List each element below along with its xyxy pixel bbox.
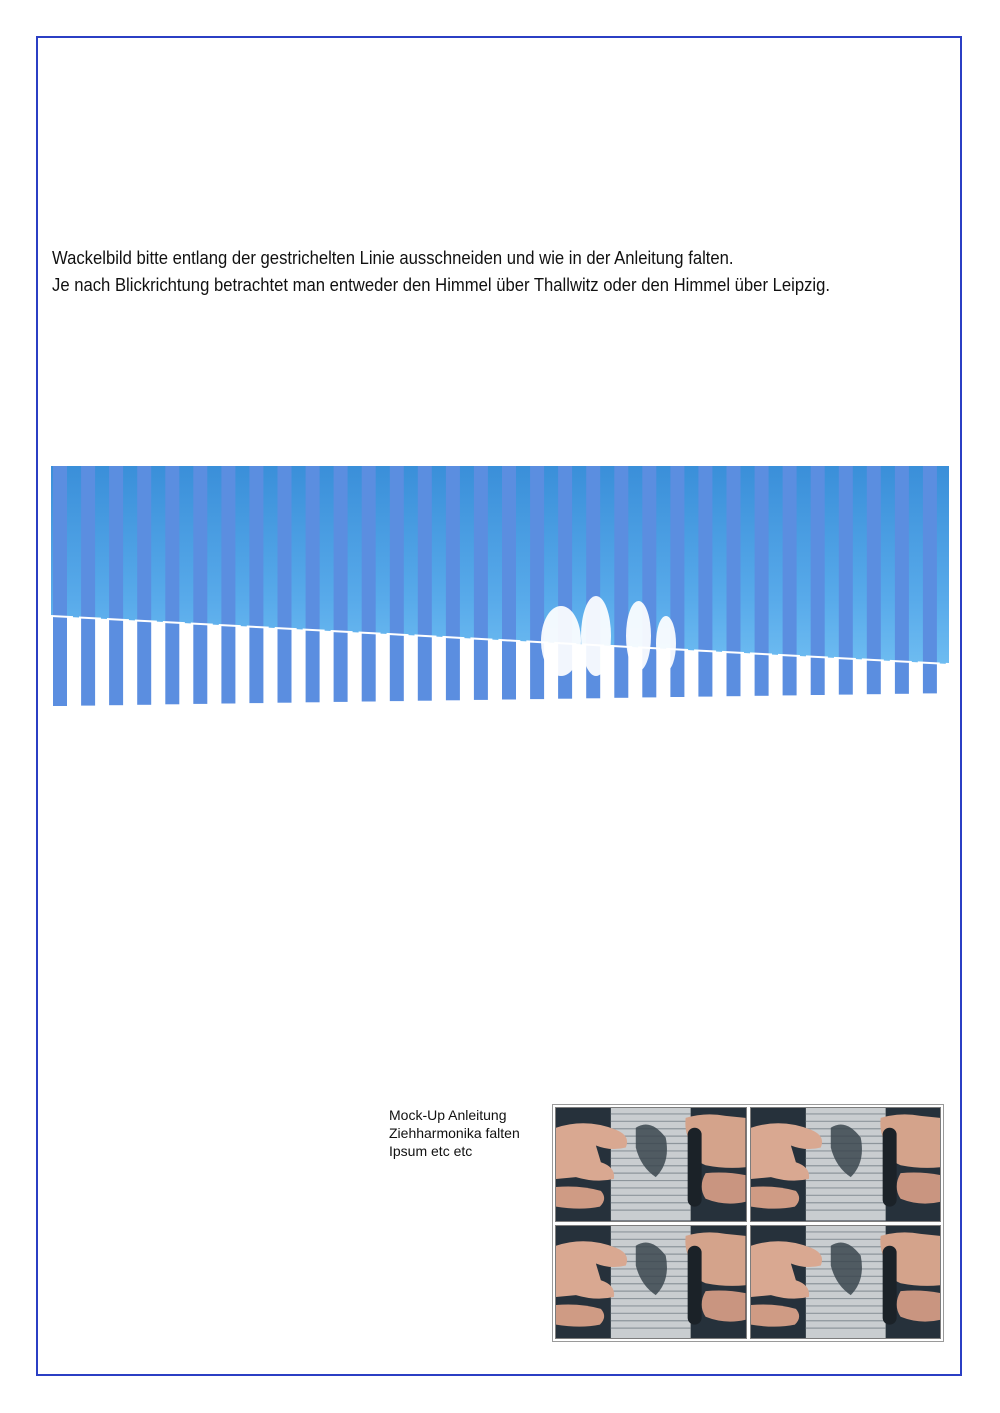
mockup-caption-line-3: Ipsum etc etc bbox=[389, 1143, 473, 1159]
instructions-line-2: Je nach Blickrichtung betrachtet man entweder den Himmel über Thallwitz oder den Himmel über Leipzig. bbox=[52, 274, 831, 295]
lenticular-strip bbox=[502, 466, 516, 700]
instructions-text bbox=[52, 244, 862, 298]
lenticular-strip bbox=[923, 466, 937, 693]
lenticular-strip bbox=[306, 466, 320, 702]
lenticular-strip bbox=[783, 466, 797, 695]
lenticular-strip bbox=[165, 466, 179, 704]
tree-silhouette bbox=[656, 616, 676, 671]
mockup-photo-step-3 bbox=[555, 1225, 747, 1340]
lenticular-strip bbox=[109, 466, 123, 705]
lenticular-strip bbox=[362, 466, 376, 702]
lenticular-strip bbox=[137, 466, 151, 705]
lenticular-strip bbox=[895, 466, 909, 694]
lenticular-image-graphic bbox=[51, 466, 949, 708]
mockup-photo-step-1 bbox=[555, 1107, 747, 1222]
hands-folding-photo bbox=[751, 1226, 941, 1339]
lenticular-strip bbox=[278, 466, 292, 703]
lenticular-image bbox=[51, 466, 949, 708]
mockup-photo-step-4 bbox=[750, 1225, 942, 1340]
tree-silhouette bbox=[541, 606, 581, 676]
lenticular-strip bbox=[53, 466, 67, 706]
lenticular-strip bbox=[530, 466, 544, 699]
lenticular-strip bbox=[334, 466, 348, 702]
lenticular-strip bbox=[811, 466, 825, 695]
hands-folding-photo bbox=[556, 1108, 746, 1221]
lenticular-strip bbox=[390, 466, 404, 701]
lenticular-strip bbox=[727, 466, 741, 696]
tree-silhouette bbox=[626, 601, 651, 671]
tree-silhouette bbox=[581, 596, 611, 676]
lenticular-strip bbox=[755, 466, 769, 696]
lenticular-strip bbox=[221, 466, 235, 704]
mockup-caption-line-2: Ziehharmonika falten bbox=[389, 1125, 520, 1141]
hands-folding-photo bbox=[751, 1108, 941, 1221]
lenticular-strip bbox=[839, 466, 853, 695]
mockup-photo-grid bbox=[552, 1104, 944, 1342]
lenticular-strip bbox=[418, 466, 432, 701]
hands-folding-photo bbox=[556, 1226, 746, 1339]
lenticular-strip bbox=[193, 466, 207, 704]
lenticular-strip bbox=[249, 466, 263, 703]
mockup-caption-line-1: Mock-Up Anleitung bbox=[389, 1107, 507, 1123]
mockup-caption bbox=[389, 1106, 520, 1160]
instructions-line-1: Wackelbild bitte entlang der gestrichelten Linie ausschneiden und wie in der Anleitung falten. bbox=[52, 247, 734, 268]
lenticular-strip bbox=[446, 466, 460, 700]
lenticular-strip bbox=[474, 466, 488, 700]
mockup-photo-step-2 bbox=[750, 1107, 942, 1222]
lenticular-strip bbox=[81, 466, 95, 706]
lenticular-strip bbox=[698, 466, 712, 697]
lenticular-strip bbox=[614, 466, 628, 698]
